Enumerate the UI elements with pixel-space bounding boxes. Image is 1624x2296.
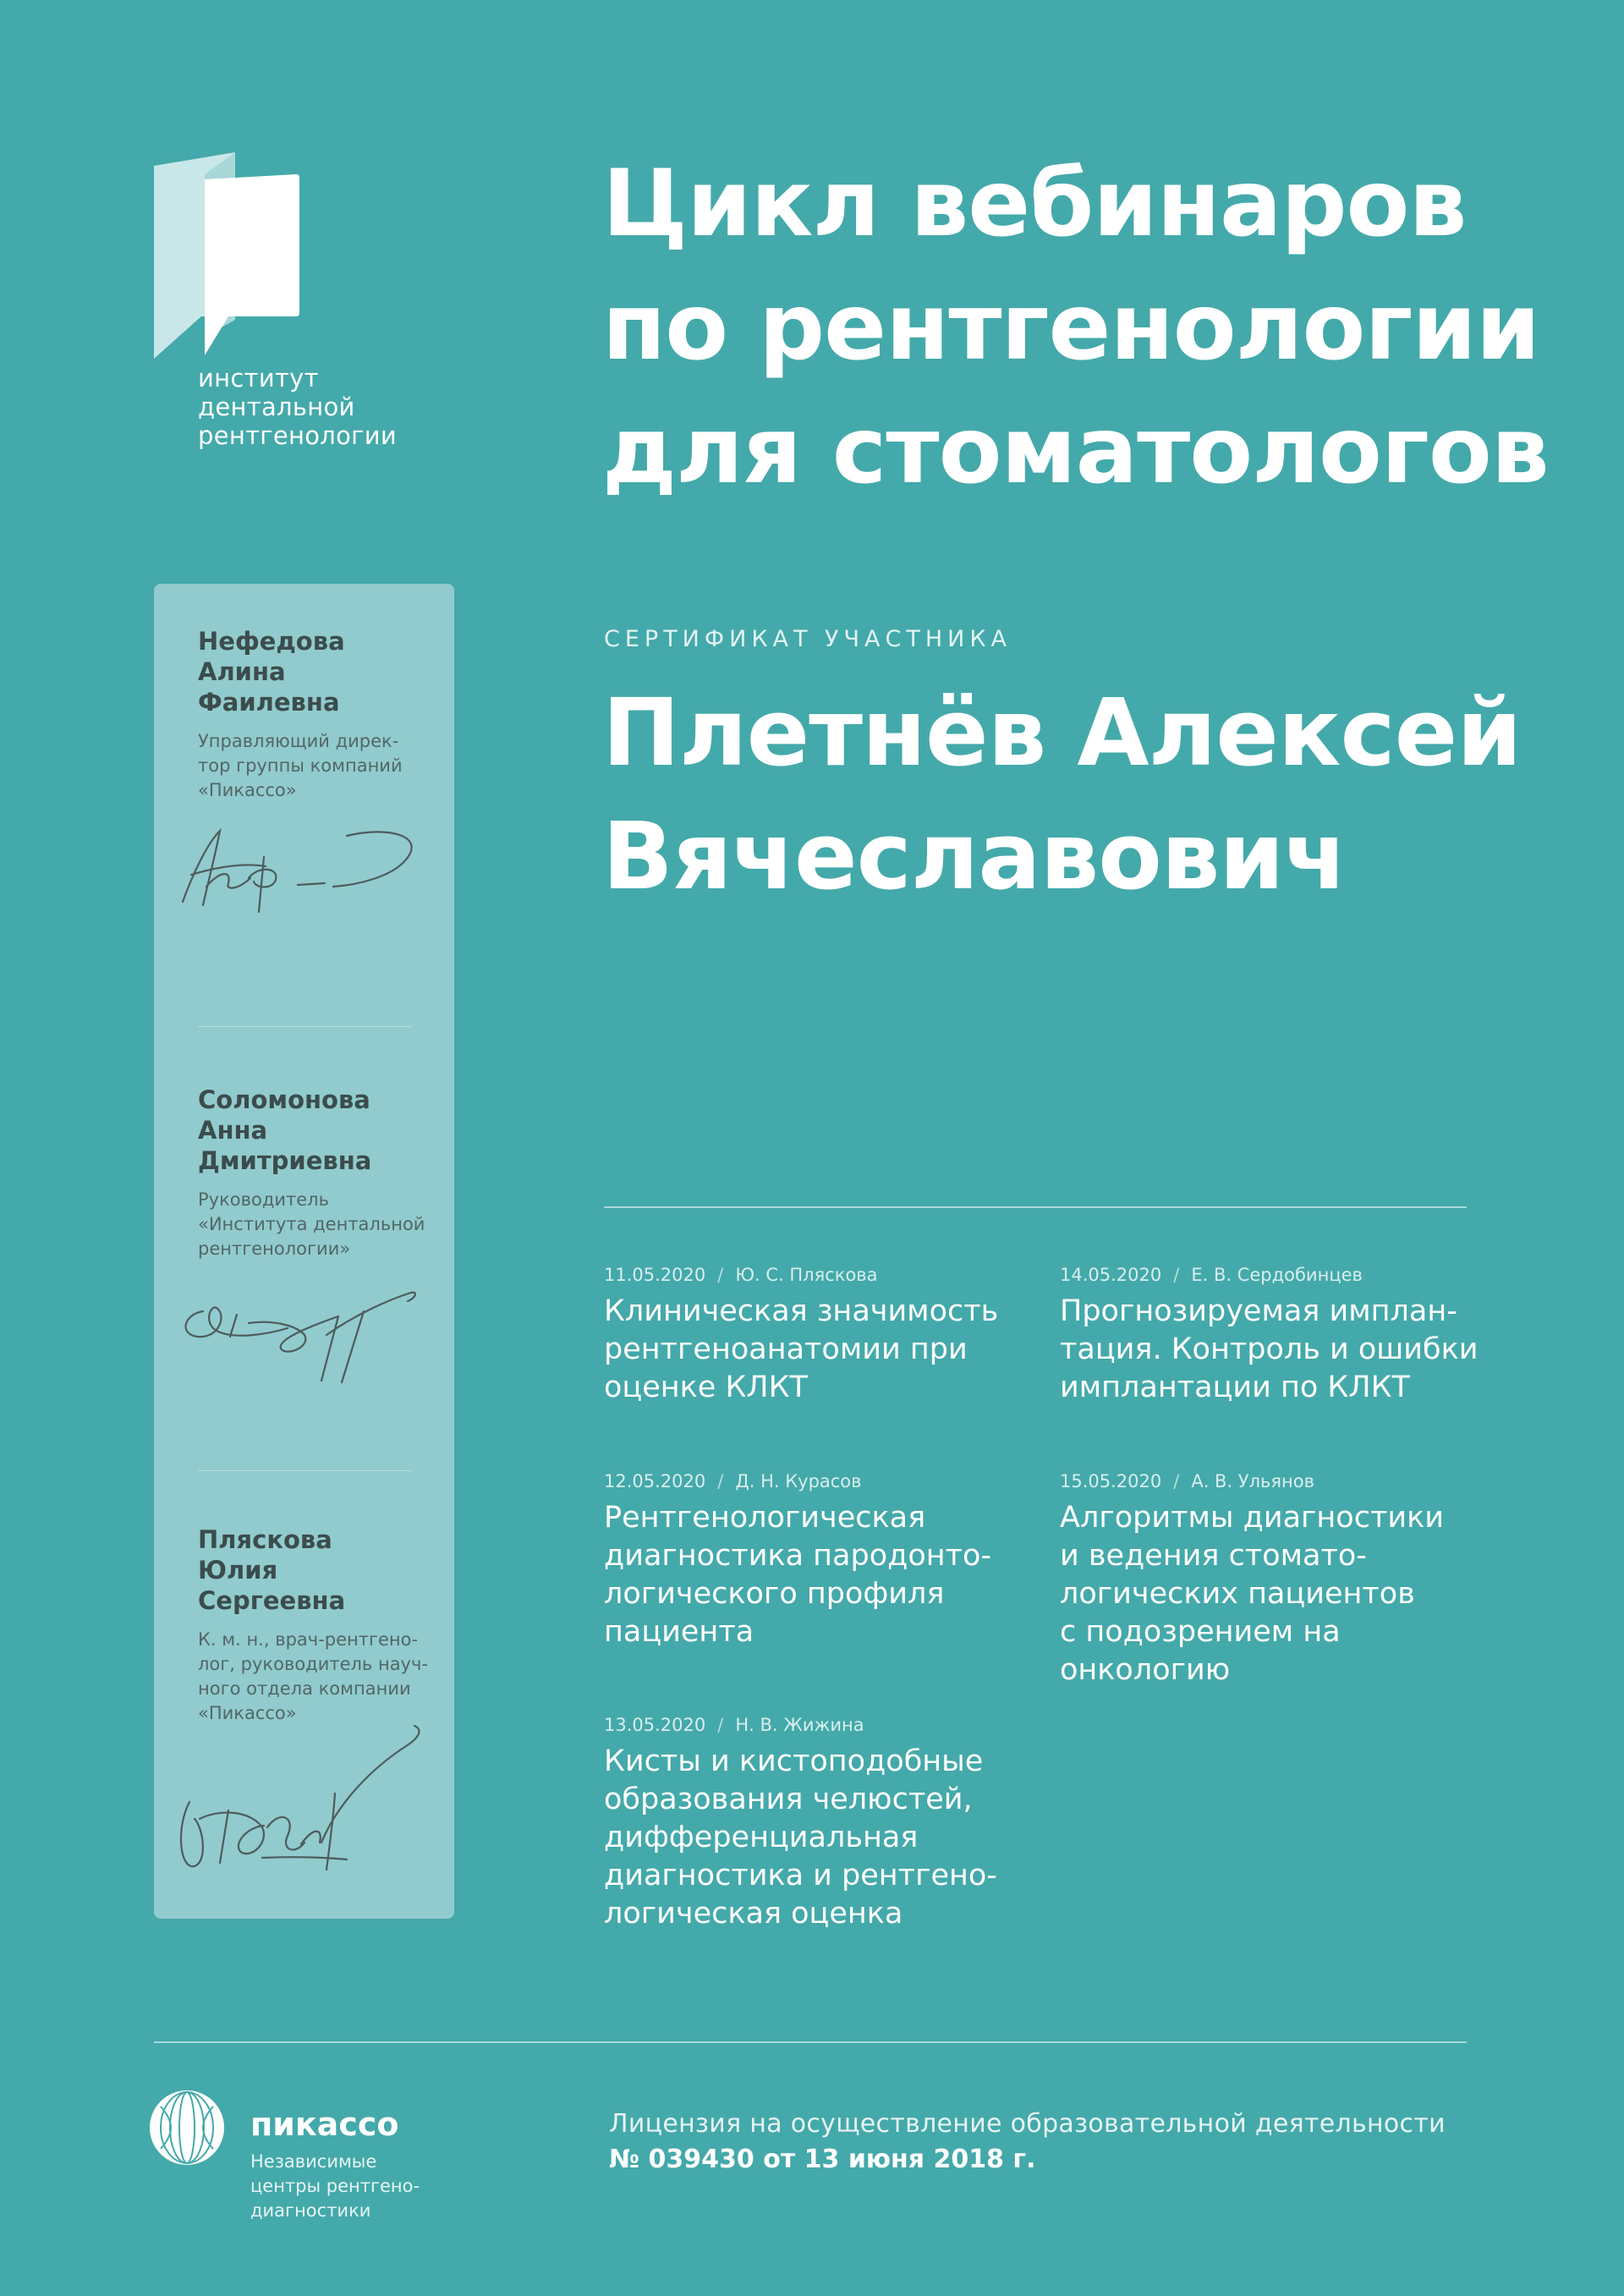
webinar-title-line: имплантации по КЛКТ [1060, 1370, 1410, 1404]
separator-icon: / [1173, 1265, 1180, 1285]
company-name: пикассо [250, 2106, 399, 2143]
panel-divider [198, 1470, 411, 1471]
recipient-name [602, 671, 1575, 918]
webinar-meta [604, 1264, 1044, 1286]
signature-image [169, 1700, 440, 1887]
signatory-name [198, 1085, 443, 1176]
webinar-item [604, 1264, 1044, 1407]
webinar-title-line: Прогнозируемая имплан- [1060, 1294, 1457, 1328]
page-title [602, 142, 1558, 513]
signatory-role-line: ного отдела компании [198, 1678, 411, 1699]
webinar-title-line: логического профиля [604, 1577, 945, 1611]
webinar-title-line: онкологию [1060, 1653, 1231, 1687]
webinar-speaker: Д. Н. Курасов [735, 1471, 862, 1491]
webinar-title [1060, 1293, 1500, 1407]
license-number: № 039430 от 13 июня 2018 г. [609, 2145, 1036, 2174]
signatory-role-line: рентгенологии» [198, 1239, 351, 1259]
title-line: Цикл вебинаров [602, 150, 1467, 257]
signatory-name-line: Юлия [198, 1556, 278, 1585]
webinar-date: 13.05.2020 [604, 1715, 706, 1735]
webinar-title-line: и ведения стомато- [1060, 1539, 1367, 1573]
webinar-title-line: пациента [604, 1615, 754, 1649]
webinar-title-line: диагностика пародонто- [604, 1539, 992, 1573]
signatory-role-line: «Пикассо» [198, 1703, 297, 1723]
signatory-role-line: лог, руководитель науч- [198, 1654, 428, 1674]
signatory-role-line: Управляющий дирек- [198, 731, 399, 751]
webinar-speaker: А. В. Ульянов [1191, 1471, 1314, 1491]
signature-image [173, 810, 426, 920]
panel-divider [198, 1026, 411, 1027]
webinar-title-line: логическая оценка [604, 1897, 903, 1931]
company-subtitle-line: диагностики [250, 2200, 371, 2221]
signatory-role-line: К. м. н., врач-рентгено- [198, 1629, 419, 1650]
signatory-name [198, 1524, 443, 1616]
signatory-name-line: Алина [198, 657, 286, 686]
webinar-speaker: Н. В. Жижина [735, 1715, 864, 1735]
separator-icon: / [717, 1715, 724, 1735]
title-line: для стоматологов [602, 397, 1549, 504]
webinar-title-line: Клиническая значимость [604, 1294, 999, 1328]
divider-line [604, 1206, 1467, 1208]
recipient-line: Плетнёв Алексей [602, 678, 1522, 787]
signatory [198, 1085, 443, 1261]
signatory-name-line: Сергеевна [198, 1586, 346, 1615]
webinar-date: 14.05.2020 [1060, 1265, 1162, 1285]
webinar-item [1060, 1470, 1500, 1689]
webinar-title-line: с подозрением на [1060, 1615, 1341, 1649]
webinar-title [604, 1743, 1044, 1933]
signatory [198, 1524, 443, 1726]
signatory-role-line: «Пикассо» [198, 780, 297, 800]
footer-divider [154, 2041, 1467, 2043]
webinar-title-line: Кисты и кистоподобные [604, 1744, 984, 1778]
recipient-line: Вячеславович [602, 802, 1347, 910]
institute-name-line: дентальной [198, 393, 355, 421]
company-subtitle-line: Независимые [250, 2151, 377, 2172]
webinar-speaker: Ю. С. Пляскова [735, 1265, 878, 1285]
company-subtitle [250, 2150, 420, 2223]
webinar-title-line: Алгоритмы диагностики [1060, 1501, 1444, 1535]
webinar-meta [1060, 1470, 1500, 1492]
signatory-role-line: «Института дентальной [198, 1214, 425, 1234]
webinar-title-line: образования челюстей, [604, 1782, 973, 1816]
separator-icon: / [717, 1265, 724, 1285]
institute-name-line: институт [198, 364, 319, 393]
webinar-title [1060, 1499, 1500, 1689]
webinar-meta [604, 1470, 1044, 1492]
webinar-item [604, 1714, 1044, 1933]
signatory-name [198, 626, 443, 717]
institute-logo-icon [152, 151, 321, 362]
webinar-title [604, 1293, 1044, 1407]
webinar-speaker: Е. В. Сердобинцев [1191, 1265, 1363, 1285]
signatory-role [198, 729, 443, 803]
webinar-meta [1060, 1264, 1500, 1286]
signature-image [178, 1281, 431, 1391]
webinar-date: 12.05.2020 [604, 1471, 706, 1491]
webinar-date: 15.05.2020 [1060, 1471, 1162, 1491]
institute-name-line: рентгенологии [198, 421, 397, 450]
signatory [198, 626, 443, 803]
signatory-role-line: Руководитель [198, 1189, 329, 1210]
picasso-logo-icon [149, 2090, 225, 2166]
license-text: Лицензия на осуществление образовательной деятельности [609, 2109, 1446, 2139]
webinar-date: 11.05.2020 [604, 1265, 706, 1285]
webinar-title-line: дифференциальная [604, 1821, 919, 1854]
webinar-meta [604, 1714, 1044, 1736]
separator-icon: / [717, 1471, 724, 1491]
institute-name [198, 364, 469, 450]
signatory-name-line: Анна [198, 1116, 268, 1145]
webinar-title-line: рентгеноанатомии при [604, 1332, 968, 1366]
webinar-item [1060, 1264, 1500, 1407]
webinar-title-line: оценке КЛКТ [604, 1370, 808, 1404]
signatory-name-line: Пляскова [198, 1525, 332, 1554]
webinar-title-line: логических пациентов [1060, 1577, 1415, 1611]
company-subtitle-line: центры рентгено- [250, 2176, 420, 2196]
signatory-role [198, 1188, 443, 1261]
signatory-name-line: Нефедова [198, 627, 345, 656]
webinar-title-line: диагностика и рентгено- [604, 1859, 997, 1892]
webinar-title-line: Рентгенологическая [604, 1501, 926, 1535]
webinar-item [604, 1470, 1044, 1651]
signatory-name-line: Дмитриевна [198, 1146, 372, 1175]
separator-icon: / [1173, 1471, 1180, 1491]
signatory-name-line: Фаилевна [198, 688, 340, 717]
signatory-name-line: Соломонова [198, 1085, 370, 1114]
webinar-title-line: тация. Контроль и ошибки [1060, 1332, 1479, 1366]
webinar-title [604, 1499, 1044, 1651]
title-line: по рентгенологии [602, 273, 1540, 381]
signatories-panel [154, 584, 454, 1919]
signatory-role-line: тор группы компаний [198, 755, 403, 776]
certificate-label: СЕРТИФИКАТ УЧАСТНИКА [604, 626, 1012, 652]
